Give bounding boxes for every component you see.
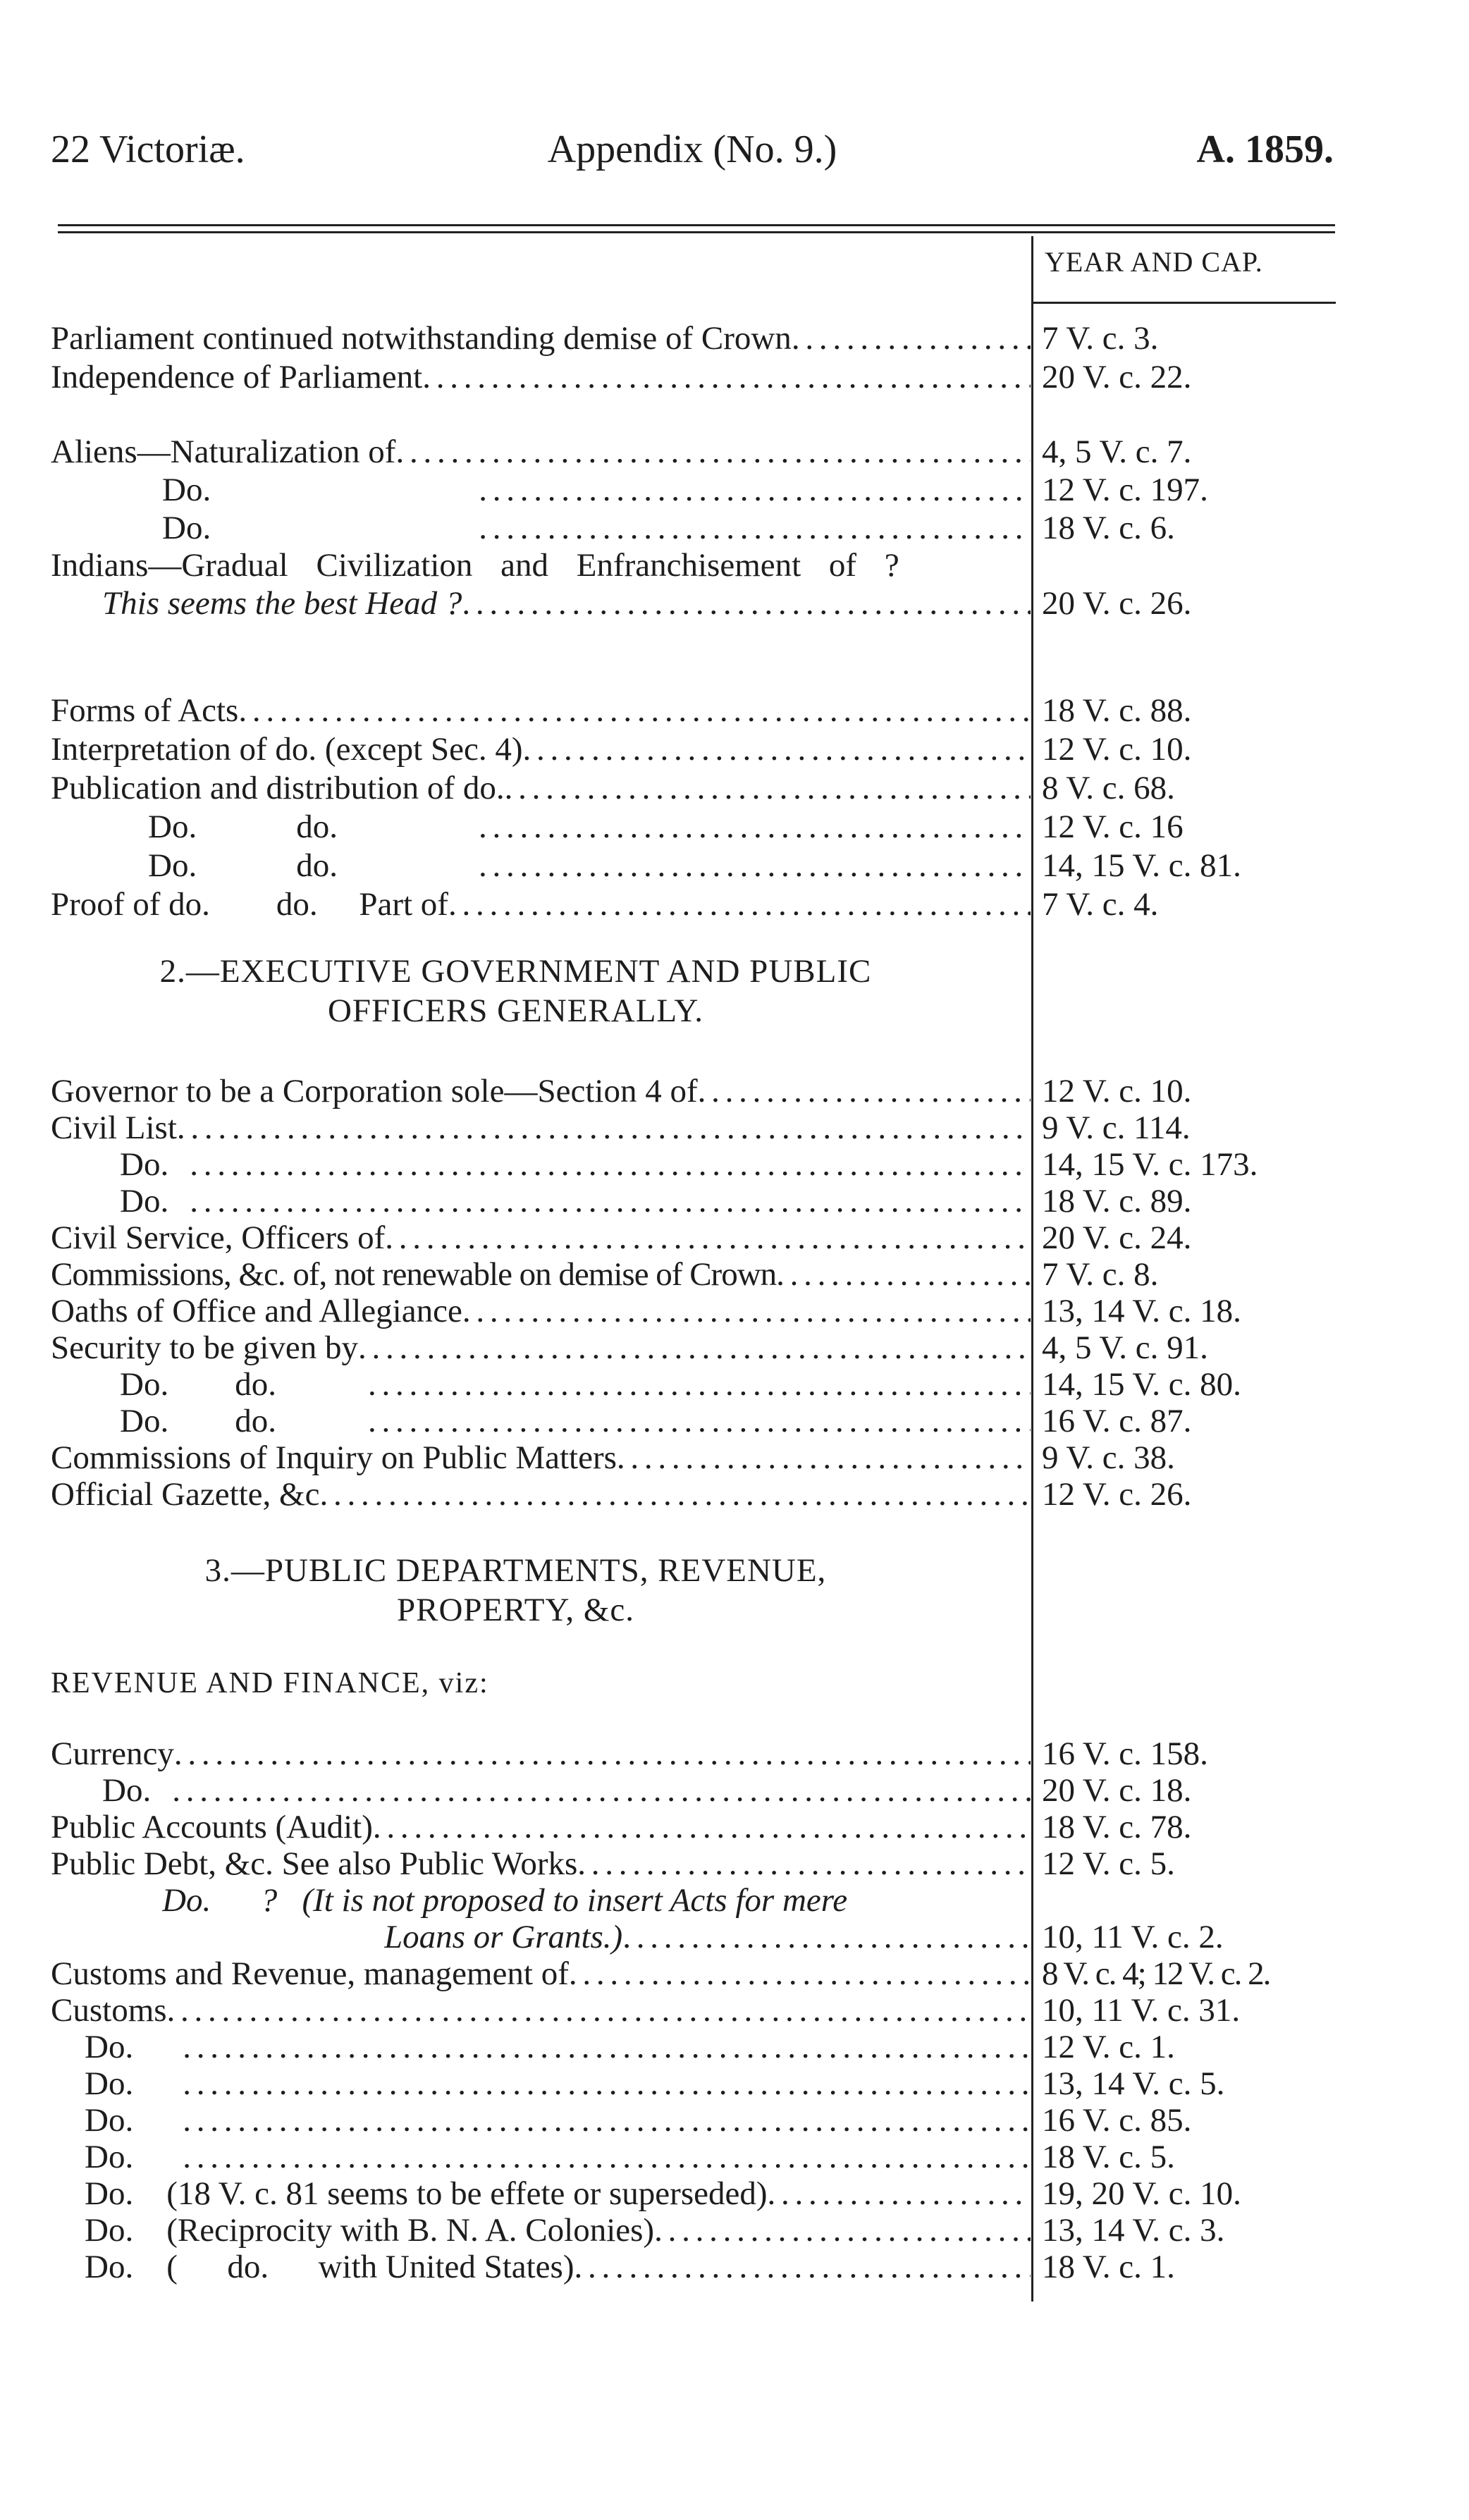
- entry-row: Do. do. . . .: [120, 1365, 1031, 1404]
- entry-cap: 20 V. c. 22.: [1042, 359, 1192, 395]
- entry-row: Customs . . .: [51, 1991, 1031, 2030]
- entry-cap: 12 V. c. 197.: [1042, 472, 1208, 508]
- entry-cap: 12 V. c. 1.: [1042, 2029, 1175, 2065]
- entry-cap: 10, 11 V. c. 31.: [1042, 1992, 1241, 2029]
- entry-cap: 20 V. c. 24.: [1042, 1219, 1192, 1256]
- entry-cap: 13, 14 V. c. 5.: [1042, 2065, 1225, 2102]
- entry-row: Do. . . .: [120, 1181, 1031, 1221]
- entry-cap: 12 V. c. 5.: [1042, 1845, 1175, 1882]
- section-heading-line: PROPERTY, &c.: [396, 1592, 635, 1628]
- entry-cap: 20 V. c. 18.: [1042, 1772, 1192, 1809]
- header-year: A. 1859.: [1196, 128, 1334, 171]
- entry-cap: 9 V. c. 38.: [1042, 1439, 1175, 1476]
- section-heading-line: OFFICERS GENERALLY.: [327, 992, 704, 1029]
- entry-row: Commissions of Inquiry on Public Matters . . .: [51, 1438, 1031, 1477]
- header-session: 22 Victoriæ.: [51, 128, 245, 171]
- section-heading-line: 2.—EXECUTIVE GOVERNMENT AND PUBLIC: [159, 953, 872, 990]
- entry-cap: 14, 15 V. c. 80.: [1042, 1366, 1241, 1403]
- entry-cap: 14, 15 V. c. 173.: [1042, 1146, 1258, 1183]
- entry-row: Do. (18 V. c. 81 seems to be effete or superseded) . . .: [85, 2174, 1031, 2213]
- entry-cap: 13, 14 V. c. 18.: [1042, 1293, 1241, 1329]
- entry-row: Do. ( do. with United States) . . .: [85, 2247, 1031, 2287]
- entry-cap: 18 V. c. 6.: [1042, 510, 1175, 546]
- header-rule-top: [58, 224, 1335, 226]
- entry-row: Do. do. . . .: [148, 846, 1031, 885]
- entry-row: This seems the best Head ? . . .: [102, 584, 1031, 623]
- entry-row: Do. . . .: [162, 508, 1031, 548]
- entry-row: Parliament continued notwithstanding demise of Crown . . .: [51, 319, 1031, 358]
- entry-row: Civil List . . .: [51, 1108, 1031, 1148]
- entry-cap: 18 V. c. 89.: [1042, 1183, 1192, 1219]
- entry-cap: 10, 11 V. c. 2.: [1042, 1919, 1224, 1955]
- entry-row: Indians—Gradual Civilization and Enfranchisement of ?: [51, 547, 899, 584]
- entry-cap: 12 V. c. 16: [1042, 809, 1184, 845]
- entry-row: Independence of Parliament . . .: [51, 357, 1031, 397]
- header-appendix: Appendix (No. 9.): [547, 128, 837, 171]
- entry-row: Do. . . .: [120, 1145, 1031, 1184]
- entry-row: Do. . . .: [85, 2027, 1031, 2067]
- entry-cap: 12 V. c. 10.: [1042, 1073, 1192, 1110]
- entry-row: Currency . . .: [51, 1734, 1031, 1774]
- entry-cap: [1042, 546, 1352, 585]
- entry-cap: 9 V. c. 114.: [1042, 1110, 1191, 1146]
- entry-cap: 4, 5 V. c. 7.: [1042, 434, 1192, 470]
- entry-row: Public Debt, &c. See also Public Works . . .: [51, 1844, 1031, 1883]
- entry-cap: 7 V. c. 4.: [1042, 886, 1159, 923]
- entry-cap: 18 V. c. 78.: [1042, 1809, 1192, 1845]
- entry-cap: 16 V. c. 87.: [1042, 1403, 1192, 1439]
- section-heading-public-departments: [0, 1551, 1031, 1630]
- entry-cap: 12 V. c. 10.: [1042, 731, 1192, 768]
- entry-cap: 12 V. c. 26.: [1042, 1476, 1192, 1513]
- entry-cap: 16 V. c. 85.: [1042, 2102, 1192, 2139]
- entry-row: Security to be given by . . .: [51, 1328, 1031, 1367]
- entry-cap: 7 V. c. 8.: [1042, 1256, 1159, 1293]
- entry-cap: 8 V. c. 68.: [1042, 770, 1175, 806]
- entry-cap: 18 V. c. 1.: [1042, 2249, 1175, 2285]
- entry-row: Oaths of Office and Allegiance . . .: [51, 1291, 1031, 1331]
- column-divider: [1031, 236, 1033, 2301]
- entry-cap: 19, 20 V. c. 10.: [1042, 2175, 1241, 2212]
- entry-cap: 16 V. c. 158.: [1042, 1735, 1208, 1772]
- entry-cap: 20 V. c. 26.: [1042, 585, 1192, 622]
- entry-row: Interpretation of do. (except Sec. 4) . . .: [51, 730, 1031, 769]
- entry-cap: [1042, 1881, 1352, 1920]
- entry-row: Do. . . .: [102, 1771, 1031, 1810]
- entry-row: Customs and Revenue, management of . . .: [51, 1954, 1031, 1993]
- section-heading-executive: [0, 952, 1031, 1031]
- entry-cap: 7 V. c. 3.: [1042, 320, 1159, 357]
- entry-cap: 18 V. c. 88.: [1042, 692, 1192, 729]
- entry-row: Do. . . .: [85, 2101, 1031, 2140]
- header-rule-bottom: [58, 231, 1335, 233]
- entry-row: Loans or Grants.) . . .: [384, 1917, 1031, 1957]
- entry-row: Forms of Acts . . .: [51, 691, 1031, 730]
- column-header-year-cap: YEAR AND CAP.: [1045, 246, 1263, 278]
- entry-cap: 18 V. c. 5.: [1042, 2139, 1175, 2175]
- entry-cap: 13, 14 V. c. 3.: [1042, 2212, 1225, 2249]
- entry-cap: 8 V. c. 4; 12 V. c. 2.: [1042, 1955, 1270, 1992]
- entry-row: Do. do. . . .: [148, 807, 1031, 847]
- entry-row: Do. (Reciprocity with B. N. A. Colonies) . . .: [85, 2211, 1031, 2250]
- entry-row: Governor to be a Corporation sole—Section 4 of . . .: [51, 1071, 1031, 1111]
- entry-row: Do. . . .: [85, 2137, 1031, 2177]
- section-heading-line: 3.—PUBLIC DEPARTMENTS, REVENUE,: [204, 1552, 827, 1589]
- entry-row: Commissions, &c. of, not renewable on demise of Crown . . .: [51, 1255, 1031, 1294]
- entry-row: Do. . . .: [162, 470, 1031, 510]
- entry-cap: 14, 15 V. c. 81.: [1042, 847, 1241, 884]
- entry-row: Do. ? (It is not proposed to insert Acts for mere: [162, 1882, 848, 1919]
- entry-row: Official Gazette, &c . . .: [51, 1475, 1031, 1514]
- subheading-revenue-finance: REVENUE AND FINANCE, viz:: [51, 1667, 489, 1700]
- column-header-rule: [1031, 302, 1336, 304]
- page-header: [51, 127, 1334, 183]
- entry-cap: 4, 5 V. c. 91.: [1042, 1329, 1208, 1366]
- entry-row: Public Accounts (Audit) . . .: [51, 1807, 1031, 1847]
- entry-row: Civil Service, Officers of . . .: [51, 1218, 1031, 1258]
- entry-row: Do. . . .: [85, 2064, 1031, 2103]
- entry-row: Aliens—Naturalization of . . .: [51, 432, 1031, 472]
- entry-row: Proof of do. do. Part of . . .: [51, 885, 1031, 924]
- entry-row: Do. do. . . .: [120, 1401, 1031, 1441]
- entry-row: Publication and distribution of do. . . .: [51, 768, 1031, 808]
